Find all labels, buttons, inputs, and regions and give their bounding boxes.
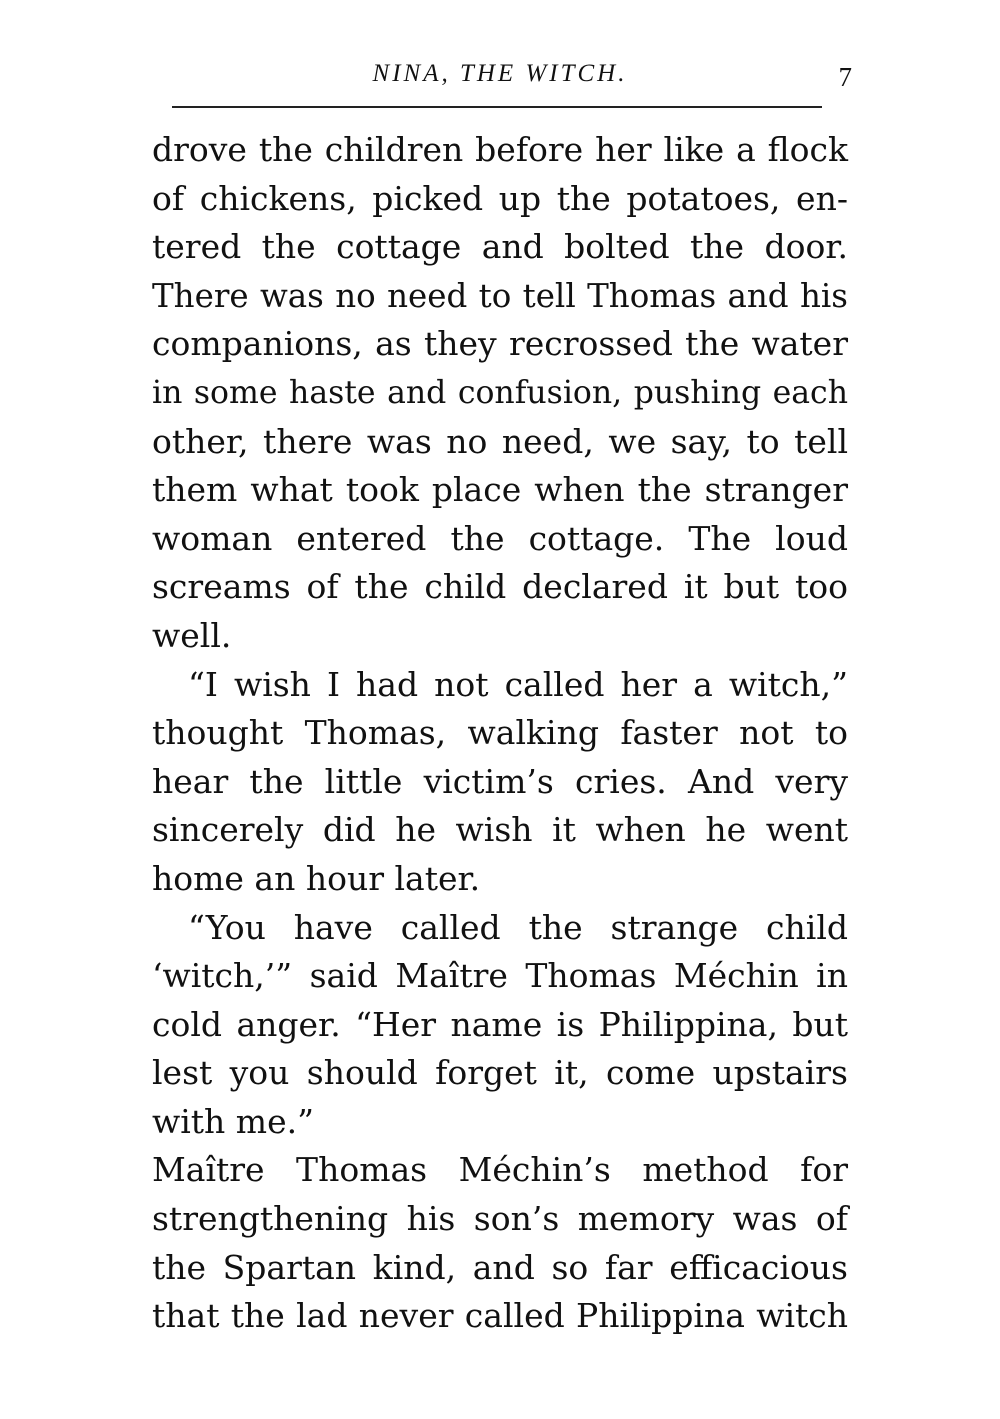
text-line: well. — [152, 615, 232, 655]
text-line: sincerely did he wish it when he went — [152, 810, 848, 850]
text-line: drove the children before her like a flock — [152, 130, 848, 169]
text-line: of chickens, picked up the potatoes, en- — [152, 178, 848, 218]
text-line: ‘witch,’” said Maître Thomas Méchin in — [152, 956, 848, 996]
text-line: strengthening his son’s memory was of — [152, 1199, 848, 1239]
text-line: “You have called the strange child — [188, 907, 848, 947]
running-title: NINA, THE WITCH. — [372, 60, 628, 87]
text-line: woman entered the cottage. The loud — [152, 518, 848, 558]
text-line: home an hour later. — [152, 858, 481, 898]
text-line: cold anger. “Her name is Philippina, but — [152, 1004, 848, 1044]
text-line: that the lad never called Philippina witch — [152, 1296, 848, 1336]
text-line: lest you should forget it, come upstairs — [152, 1053, 848, 1093]
text-line: with me.” — [152, 1101, 314, 1141]
body-text — [152, 126, 848, 1341]
text-line: thought Thomas, walking faster not to — [152, 713, 848, 753]
running-head — [152, 58, 852, 92]
text-line: “I wish I had not called her a witch,” — [188, 664, 848, 704]
text-line: them what took place when the stranger — [152, 470, 848, 510]
text-line: There was no need to tell Thomas and his — [152, 276, 848, 315]
text-line: hear the little victim’s cries. And very — [152, 761, 848, 801]
text-line: other, there was no need, we say, to tell — [152, 421, 848, 461]
text-line: companions, as they recrossed the water — [152, 324, 848, 364]
text-line: tered the cottage and bolted the door. — [152, 227, 848, 267]
text-line: in some haste and confusion, pushing each — [152, 374, 848, 411]
page-number: 7 — [838, 62, 852, 92]
text-line: screams of the child declared it but too — [152, 567, 848, 607]
header-rule — [172, 106, 822, 108]
text-line: the Spartan kind, and so far efficacious — [152, 1247, 848, 1287]
text-line: Maître Thomas Méchin’s method for — [152, 1150, 848, 1190]
